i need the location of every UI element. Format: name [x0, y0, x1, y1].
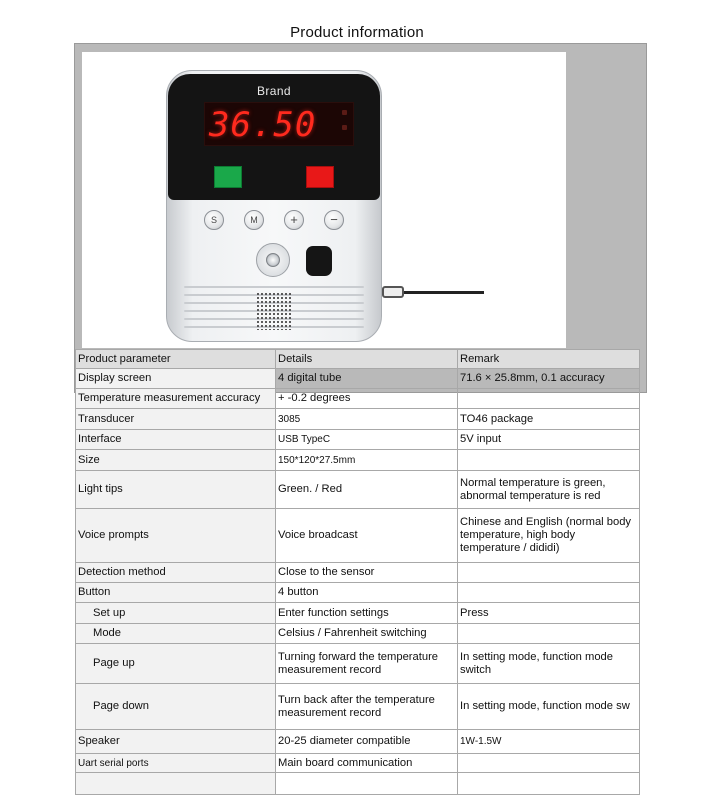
remark-cell: [458, 389, 640, 409]
device-brand-label: Brand: [256, 84, 292, 98]
details-cell: 3085: [276, 409, 458, 430]
header-product-parameter: Product parameter: [76, 350, 276, 369]
remark-cell: 71.6 × 25.8mm, 0.1 accuracy: [458, 369, 640, 389]
remark-cell: [458, 754, 640, 773]
header-remark: Remark: [458, 350, 640, 369]
usb-plug-icon: [382, 286, 404, 298]
remark-cell: [458, 583, 640, 603]
remark-cell: 5V input: [458, 430, 640, 450]
table-row: [76, 624, 640, 644]
details-cell: Enter function settings: [276, 603, 458, 624]
param-cell: Uart serial ports: [76, 754, 276, 773]
table-row: [76, 730, 640, 754]
mode-button: M: [244, 210, 264, 230]
product-parameter-table: [75, 349, 640, 795]
param-cell: Voice prompts: [76, 509, 276, 563]
details-cell: USB TypeC: [276, 430, 458, 450]
table-row: [76, 773, 640, 795]
remark-cell: 1W-1.5W: [458, 730, 640, 754]
page-down-button: −: [324, 210, 344, 230]
details-cell: 20-25 diameter compatible: [276, 730, 458, 754]
temperature-display: 36.50: [204, 102, 354, 146]
details-cell: Close to the sensor: [276, 563, 458, 583]
param-cell: Transducer: [76, 409, 276, 430]
param-cell: Speaker: [76, 730, 276, 754]
param-cell: Light tips: [76, 471, 276, 509]
table-row: [76, 430, 640, 450]
table-row: [76, 563, 640, 583]
param-cell: Size: [76, 450, 276, 471]
details-cell: Voice broadcast: [276, 509, 458, 563]
table-row: [76, 684, 640, 730]
page-title: Product information: [290, 24, 424, 41]
param-cell: Interface: [76, 430, 276, 450]
green-indicator-light: [214, 166, 242, 188]
remark-cell: [458, 563, 640, 583]
sensor-lens-icon: [266, 253, 280, 267]
details-cell: [276, 773, 458, 795]
param-cell: Button: [76, 583, 276, 603]
param-cell: Page down: [76, 684, 276, 730]
table-row: [76, 509, 640, 563]
remark-cell: Press: [458, 603, 640, 624]
param-cell: Detection method: [76, 563, 276, 583]
unit-indicator-icon: [342, 110, 348, 136]
table-row: [76, 583, 640, 603]
usb-cable: [404, 291, 484, 294]
table-row: [76, 754, 640, 773]
param-cell: [76, 773, 276, 795]
param-cell: Mode: [76, 624, 276, 644]
details-cell: Turn back after the temperature measurement record: [276, 684, 458, 730]
speaker-holes-icon: [256, 292, 292, 330]
table-row: [76, 369, 640, 389]
remark-cell: In setting mode, function mode sw: [458, 684, 640, 730]
param-cell: Set up: [76, 603, 276, 624]
remark-cell: In setting mode, function mode switch: [458, 644, 640, 684]
remark-cell: [458, 450, 640, 471]
remark-cell: [458, 773, 640, 795]
details-cell: Green. / Red: [276, 471, 458, 509]
param-cell: Display screen: [76, 369, 276, 389]
header-details: Details: [276, 350, 458, 369]
set-button: S: [204, 210, 224, 230]
details-cell: + -0.2 degrees: [276, 389, 458, 409]
details-cell: 4 digital tube: [276, 369, 458, 389]
remark-cell: Chinese and English (normal body temperature, high body temperature / dididi): [458, 509, 640, 563]
proximity-sensor-window: [306, 246, 332, 276]
details-cell: 150*120*27.5mm: [276, 450, 458, 471]
table-row: [76, 450, 640, 471]
remark-cell: TO46 package: [458, 409, 640, 430]
table-header-row: [76, 350, 640, 369]
table-row: [76, 603, 640, 624]
param-cell: Page up: [76, 644, 276, 684]
param-cell: Temperature measurement accuracy: [76, 389, 276, 409]
table-row: [76, 471, 640, 509]
table-row: [76, 409, 640, 430]
table-row: [76, 389, 640, 409]
details-cell: Celsius / Fahrenheit switching: [276, 624, 458, 644]
remark-cell: Normal temperature is green, abnormal temperature is red: [458, 471, 640, 509]
red-indicator-light: [306, 166, 334, 188]
details-cell: Turning forward the temperature measurement record: [276, 644, 458, 684]
details-cell: 4 button: [276, 583, 458, 603]
remark-cell: [458, 624, 640, 644]
page-up-button: +: [284, 210, 304, 230]
details-cell: Main board communication: [276, 754, 458, 773]
table-row: [76, 644, 640, 684]
